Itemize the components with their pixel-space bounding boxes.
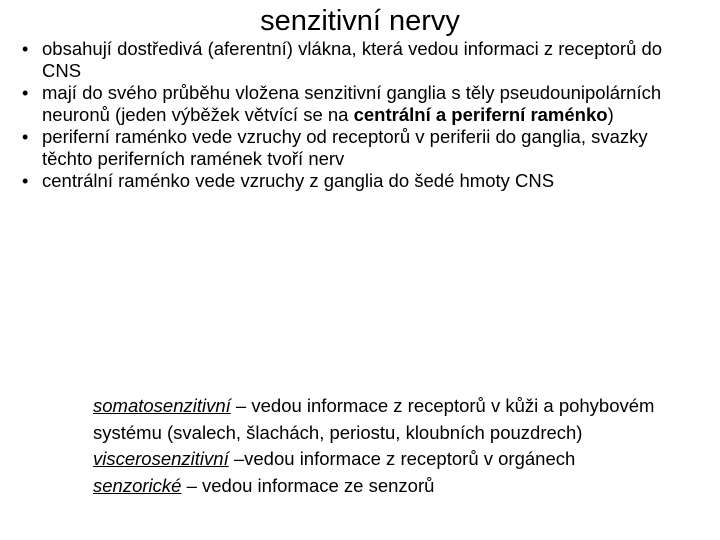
bullet-text-end: ) (607, 104, 614, 125)
type-description: – vedou informace ze senzorů (181, 474, 435, 496)
nerve-types-box (93, 393, 703, 499)
bullet-item (22, 170, 702, 192)
type-term: viscerosenzitivní (93, 448, 229, 469)
bullet-dot-icon: • (22, 171, 29, 191)
bullet-text: periferní raménko vede vzruchy od receptorů v periferii do ganglia, svazky těchto periferních ramének tvoří nerv (42, 126, 648, 169)
bullet-item (22, 126, 702, 170)
bullet-bold-text: centrální a periferní raménko (353, 104, 608, 125)
bullet-dot-icon: • (22, 39, 29, 59)
bullet-dot-icon: • (22, 83, 29, 103)
type-description: –vedou informace z receptorů v orgánech (228, 448, 576, 469)
bullet-text: centrální raménko vede vzruchy z ganglia do šedé hmoty CNS (42, 170, 555, 191)
type-entry (93, 446, 703, 473)
bullet-dot-icon: • (22, 127, 29, 147)
type-term: somatosenzitivní (93, 395, 231, 416)
bullet-item (22, 82, 702, 126)
bullet-list (22, 38, 702, 192)
slide-title: senzitivní nervy (260, 5, 460, 37)
type-term: senzorické (93, 474, 182, 496)
type-entry (93, 473, 703, 500)
bullet-text: obsahují dostředivá (aferentní) vlákna, která vedou informaci z receptorů do CNS (42, 38, 663, 81)
bullet-item (22, 38, 702, 82)
type-description: – vedou informace z receptorů v kůži a pohybovém systému (svalech, šlachách, periostu, kloubních pouzdrech) (93, 395, 655, 443)
type-entry (93, 393, 703, 446)
bullet-text: mají do svého průběhu vložena senzitivní ganglia s těly pseudounipolárních neuronů (jeden výběžek větvící se na (42, 82, 662, 125)
